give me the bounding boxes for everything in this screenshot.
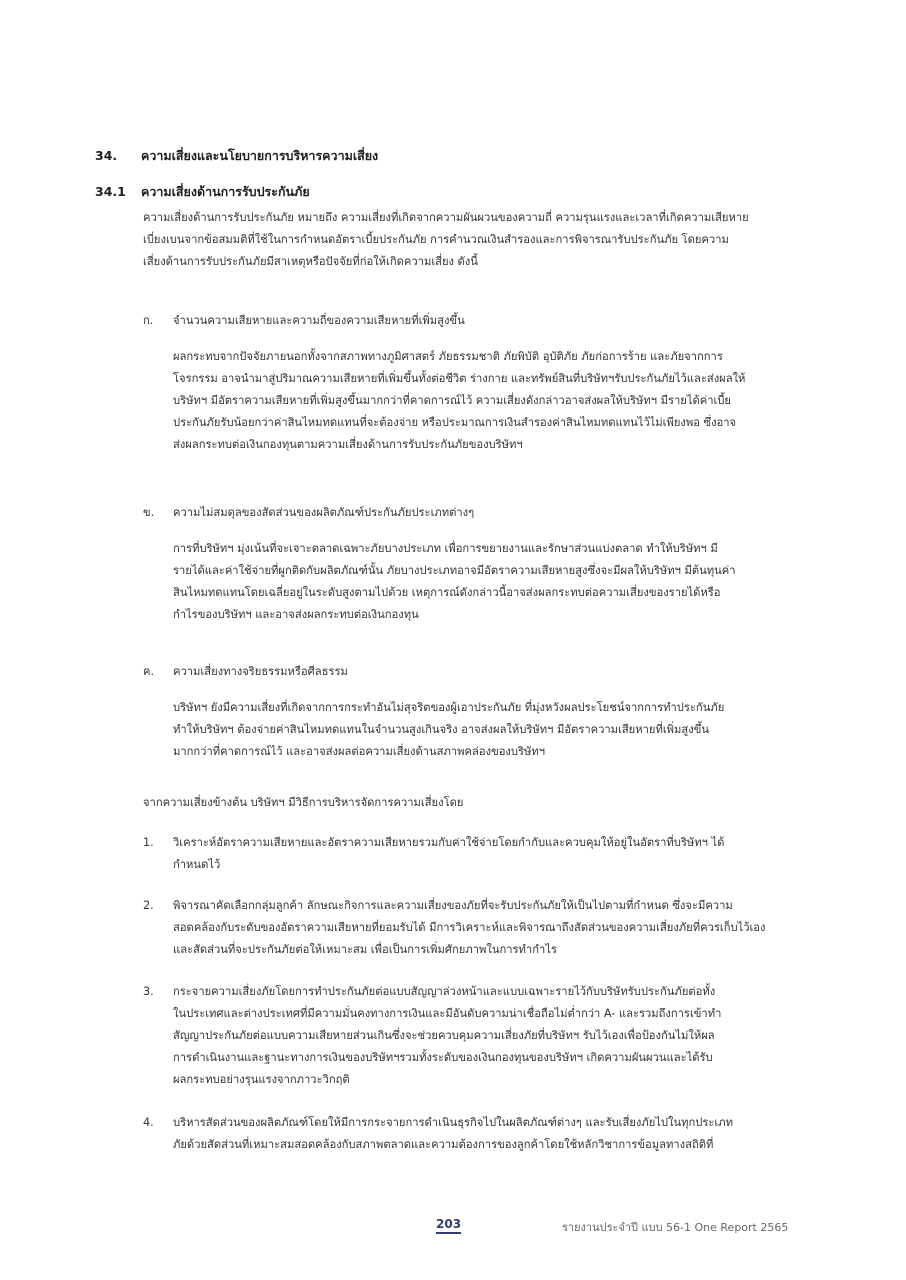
measure-item [143,895,765,961]
text-line: กำไรของบริษัทฯ และอาจส่งผลกระทบต่อเงินกองทุน [173,608,419,621]
text-line: เสี่ยงด้านการรับประกันภัยมีสาเหตุหรือปัจจัยที่ก่อให้เกิดความเสี่ยง ดังนี้ [143,255,478,268]
text-line: ส่งผลกระทบต่อเงินกองทุนตามความเสี่ยงด้านการรับประกันภัยของบริษัทฯ [173,438,523,451]
measure-item [143,832,724,876]
risk-item-body [173,538,736,626]
text-line: พิจารณาคัดเลือกกลุ่มลูกค้า ลักษณะกิจการและความเสี่ยงของภัยที่จะรับประกันภัยให้เป็นไปตามที่กำหนด ซึ่งจะมีความ [173,899,733,912]
risk-item-body [173,697,724,763]
risk-item-title [143,502,474,524]
text-line: รายได้และค่าใช้จ่ายที่ผูกติดกับผลิตภัณฑ์นั้น ภัยบางประเภทอาจมีอัตราความเสียหายสูงซึ่งจะมีผลให้บริษัทฯ มีต้นทุนค่า [173,564,736,577]
text-line: ในประเทศและต่างประเทศที่มีความมั่นคงทางการเงินและมีอันดับความน่าเชื่อถือไม่ต่ำกว่า A- และรวมถึงการเข้าทำ [173,1007,722,1020]
text-line: ทำให้บริษัทฯ ต้องจ่ายค่าสินไหมทดแทนในจำนวนสูงเกินจริง อาจส่งผลให้บริษัทฯ มีอัตราความเสียหายที่เพิ่มสูงขึ้น [173,723,709,736]
section-heading-34 [95,146,378,166]
text-line: ผลกระทบอย่างรุนแรงจากภาวะวิกฤติ [173,1073,350,1086]
text-line: สัญญาประกันภัยต่อแบบความเสียหายส่วนเกินซึ่งจะช่วยควบคุมความเสี่ยงภัยที่บริษัทฯ รับไว้เองเพื่อป้องกันไม่ให้ผล [173,1029,715,1042]
section-number: 34.1 [95,184,126,199]
text-line: บริหารสัดส่วนของผลิตภัณฑ์โดยให้มีการกระจายการดำเนินธุรกิจไปในผลิตภัณฑ์ต่างๆ และรับเสี่ยงภัยไปในทุกประเภท [173,1116,733,1129]
item-marker: ข. [143,506,155,519]
item-marker: 4. [143,1116,154,1129]
text-line: การที่บริษัทฯ มุ่งเน้นที่จะเจาะตลาดเฉพาะภัยบางประเภท เพื่อการขยายงานและรักษาส่วนแบ่งตลาด ทำให้บริษัทฯ มี [173,542,718,555]
text-line: ประกันภัยรับน้อยกว่าค่าสินไหมทดแทนที่จะต้องจ่าย หรือประมาณการเงินสำรองค่าสินไหมทดแทนไว้ไม่เพียงพอ ซึ่งอาจ [173,416,737,429]
text-line: โจรกรรม อาจนำมาสู่ปริมาณความเสียหายที่เพิ่มขึ้นทั้งต่อชีวิต ร่างกาย และทรัพย์สินที่บริษัทฯรับประกันภัยไว้และส่งผลให้ [173,372,746,385]
intro-paragraph [143,207,749,273]
item-marker: ค. [143,665,155,678]
measure-item [143,1112,733,1156]
section-heading-34-1 [95,182,310,202]
text-line: ผลกระทบจากปัจจัยภายนอกทั้งจากสภาพทางภูมิศาสตร์ ภัยธรรมชาติ ภัยพิบัติ อุบัติภัย ภัยก่อการร้าย และภัยจากการ [173,350,723,363]
item-marker: 3. [143,985,154,998]
text-line: การดำเนินงานและฐานะทางการเงินของบริษัทฯรวมทั้งระดับของเงินกองทุนของบริษัทฯ เกิดความผันผวนและได้รับ [173,1051,713,1064]
section-title: ความเสี่ยงและนโยบายการบริหารความเสี่ยง [141,148,379,163]
item-title: ความเสี่ยงทางจริยธรรมหรือศีลธรรม [173,665,348,678]
text-line: ความเสี่ยงด้านการรับประกันภัย หมายถึง ความเสี่ยงที่เกิดจากความผันผวนของความถี่ ความรุนแรงและเวลาที่เกิดความเสียหาย [143,211,749,224]
text-line: วิเคราะห์อัตราความเสียหายและอัตราความเสียหายรวมกับค่าใช้จ่ายโดยกำกับและควบคุมให้อยู่ในอัตราที่บริษัทฯ ได้ [173,836,725,849]
section-title: ความเสี่ยงด้านการรับประกันภัย [141,184,310,199]
text-line: บริษัทฯ มีอัตราความเสียหายที่เพิ่มสูงขึ้นมากกว่าที่คาดการณ์ไว้ ความเสี่ยงดังกล่าวอาจส่งผลให้บริษัทฯ มีรายได้ค่าเบี้ย [173,394,731,407]
item-marker: 2. [143,899,154,912]
risk-item-title [143,661,348,683]
measure-item [143,981,721,1091]
report-title: รายงานประจำปี แบบ 56-1 One Report 2565 [562,1221,789,1234]
text-line: สินไหมทดแทนโดยเฉลี่ยอยู่ในระดับสูงตามไปด้วย เหตุการณ์ดังกล่าวนี้อาจส่งผลกระทบต่อความเสี่ยงของรายได้หรือ [173,586,721,599]
page-number: 203 [436,1217,461,1234]
risk-item-body [173,346,745,456]
risk-item-title [143,310,465,332]
management-intro: จากความเสี่ยงข้างต้น บริษัทฯ มีวิธีการบริหารจัดการความเสี่ยงโดย [143,796,464,809]
text-line: เบี่ยงเบนจากข้อสมมติที่ใช้ในการกำหนดอัตราเบี้ยประกันภัย การคำนวณเงินสำรองและการพิจารณารับประกันภัย โดยความ [143,233,729,246]
item-title: จำนวนความเสียหายและความถี่ของความเสียหายที่เพิ่มสูงขึ้น [173,314,465,327]
item-marker: 1. [143,836,154,849]
text-line: กำหนดไว้ [173,858,221,871]
item-title: ความไม่สมดุลของสัดส่วนของผลิตภัณฑ์ประกันภัยประเภทต่างๆ [173,506,475,519]
text-line: และสัดส่วนที่จะประกันภัยต่อให้เหมาะสม เพื่อเป็นการเพิ่มศักยภาพในการทำกำไร [173,943,557,956]
text-line: มากกว่าที่คาดการณ์ไว้ และอาจส่งผลต่อความเสี่ยงด้านสภาพคล่องของบริษัทฯ [173,745,546,758]
section-number: 34. [95,148,118,163]
text-line: กระจายความเสี่ยงภัยโดยการทำประกันภัยต่อแบบสัญญาล่วงหน้าและแบบเฉพาะรายไว้กับบริษัทรับประกันภัยต่อทั้ง [173,985,716,998]
text-line: สอดคล้องกับระดับของอัตราความเสียหายที่ยอมรับได้ มีการวิเคราะห์และพิจารณาถึงสัดส่วนของความเสี่ยงภัยที่ควรเก็บไว้เอง [173,921,766,934]
text-line: บริษัทฯ ยังมีความเสี่ยงที่เกิดจากการกระทำอันไม่สุจริตของผู้เอาประกันภัย ที่มุ่งหวังผลประโยชน์จากการทำประกันภัย [173,701,725,714]
item-marker: ก. [143,314,154,327]
text-line: ภัยด้วยสัดส่วนที่เหมาะสมสอดคล้องกับสภาพตลาดและความต้องการของลูกค้าโดยใช้หลักวิชาการข้อมูลทางสถิติที่ [173,1138,714,1151]
